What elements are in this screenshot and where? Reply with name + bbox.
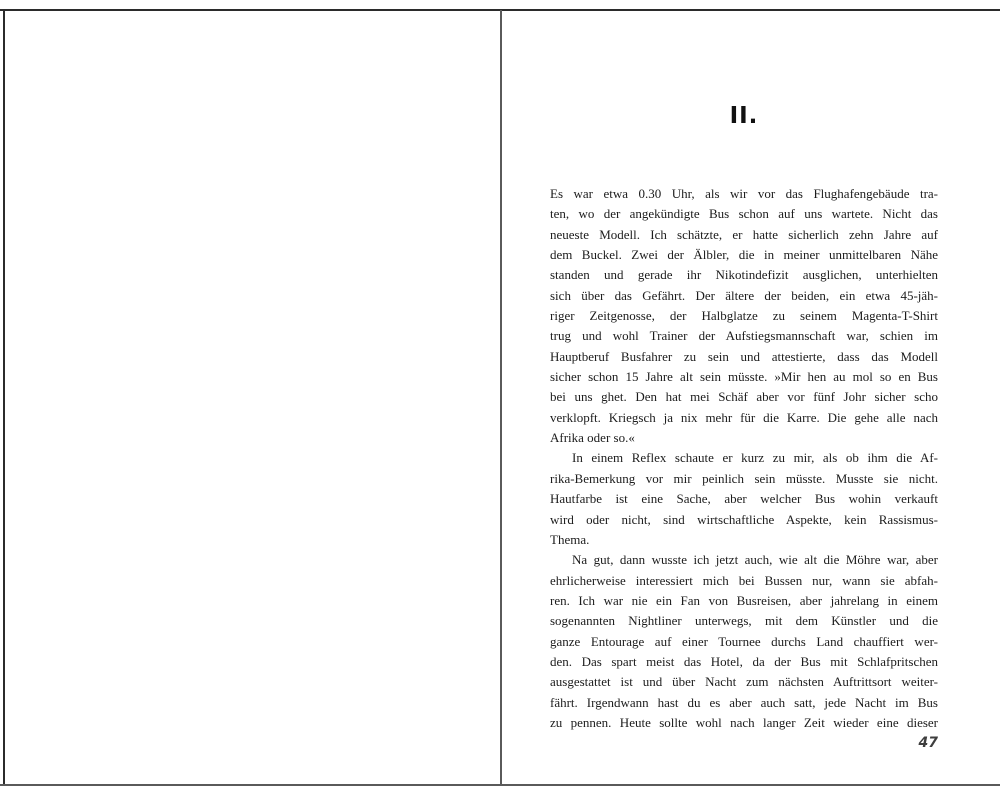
text-line: trug und wohl Trainer der Aufstiegsmannschaft war, schien im [550,328,938,344]
text-line: Es war etwa 0.30 Uhr, als wir vor das Flughafengebäude tra- [550,186,938,201]
text-line: den. Das spart meist das Hotel, da der Bus mit Schlafpritschen [550,653,938,669]
text-line: ausgestattet ist und über Nacht zum nächsten Auftrittsort weiter- [550,674,938,690]
text-line: Hautfarbe ist eine Sache, aber welcher Bus wohin verkauft [550,491,938,507]
text-line: Thema. [550,531,590,547]
text-line: dem Buckel. Zwei der Älbler, die in meiner unmittelbaren Nähe [550,247,938,263]
page-divider [500,10,502,785]
text-line: In einem Reflex schaute er kurz zu mir, als ob ihm die Af- [572,450,938,466]
text-line: zu pennen. Heute sollte wohl nach langer Zeit wieder eine dieser [550,714,938,730]
text-line: ehrlicherweise interessiert mich bei Bussen nur, wann sie abfah- [550,572,938,588]
text-line: ren. Ich war nie ein Fan von Busreisen, aber jahrelang in einem [550,592,938,608]
text-line: rika-Bemerkung vor mir peinlich sein müsste. Musste sie nicht. [550,470,938,486]
left-border-rule [3,9,5,786]
text-line: sogenannten Nightliner unterwegs, mit dem Künstler und die [550,613,938,629]
page-number: 47 [918,735,938,751]
text-line: ganze Entourage auf einer Tournee durchs Land chauffiert wer- [550,633,938,649]
text-line: Hauptberuf Busfahrer zu sein und attestierte, dass das Modell [550,348,938,364]
text-line: wird oder nicht, sind wirtschaftliche Aspekte, kein Rassismus- [550,511,938,527]
text-line: standen und gerade ihr Nikotindefizit ausglichen, unterhielten [550,267,938,283]
text-line: riger Zeitgenosse, der Halbglatze zu seinem Magenta-T-Shirt [550,308,938,324]
body-text [550,184,938,733]
text-line: verklopft. Kriegsch ja nix mehr für die Karre. Die gehe alle nach [550,409,938,425]
text-line: sicher schon 15 Jahre alt sein müsste. »Mir hen au mol so en Bus [550,369,938,385]
text-line: fährt. Irgendwann hast du es aber auch satt, jede Nacht im Bus [550,694,938,710]
text-line: ten, wo der angekündigte Bus schon auf uns wartete. Nicht das [550,206,938,222]
text-line: sich über das Gefährt. Der ältere der beiden, ein etwa 45-jäh- [550,287,938,303]
chapter-heading: II. [729,103,759,129]
right-page [502,11,1000,784]
text-line: neueste Modell. Ich schätzte, er hatte sicherlich zehn Jahre auf [550,226,938,242]
text-line: Na gut, dann wusste ich jetzt auch, wie alt die Möhre war, aber [572,552,938,568]
text-line: Afrika oder so.« [550,430,635,446]
left-page-blank [5,11,500,784]
text-line: bei uns ghet. Den hat mei Schäf aber vor fünf Johr sicher scho [550,389,938,405]
